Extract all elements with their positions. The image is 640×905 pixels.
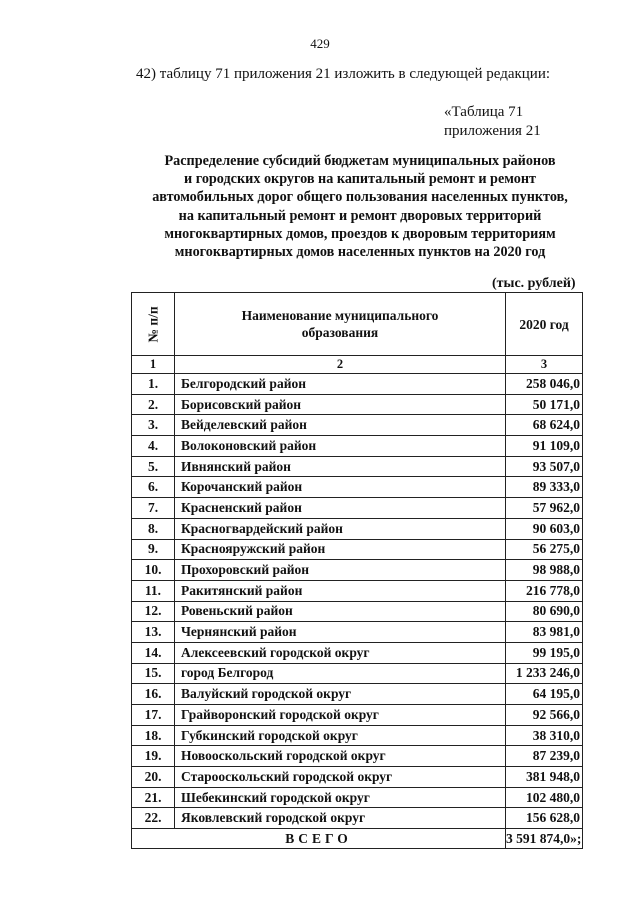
row-value: 381 948,0	[506, 767, 583, 788]
title-line-4: на капитальный ремонт и ремонт дворовых территорий	[178, 207, 542, 224]
column-number: 1	[132, 356, 175, 374]
table-row	[132, 498, 583, 519]
table-body	[132, 374, 583, 829]
row-name: Ровеньский район	[175, 601, 506, 622]
title-line-5: многоквартирных домов, проездов к дворовым территориям	[164, 225, 556, 242]
table-row	[132, 415, 583, 436]
row-name: Краснояружский район	[175, 539, 506, 560]
row-value: 38 310,0	[506, 725, 583, 746]
row-value: 64 195,0	[506, 684, 583, 705]
row-name: Ивнянский район	[175, 456, 506, 477]
total-label: ВСЕГО	[132, 829, 506, 849]
row-value: 68 624,0	[506, 415, 583, 436]
row-value: 89 333,0	[506, 477, 583, 498]
row-value: 156 628,0	[506, 808, 583, 829]
row-number: 14.	[132, 642, 175, 663]
table-row	[132, 642, 583, 663]
document-title	[120, 152, 600, 261]
row-number: 2.	[132, 394, 175, 415]
row-value: 50 171,0	[506, 394, 583, 415]
row-number: 4.	[132, 436, 175, 457]
page-number: 429	[310, 36, 330, 51]
title-line-1: Распределение субсидий бюджетам муниципальных районов	[164, 153, 556, 169]
row-number: 12.	[132, 601, 175, 622]
row-number: 5.	[132, 456, 175, 477]
table-row	[132, 725, 583, 746]
title-line-3: автомобильных дорог общего пользования населенных пунктов,	[152, 189, 568, 206]
row-number: 13.	[132, 622, 175, 643]
row-name: Алексеевский городской округ	[175, 642, 506, 663]
table-row	[132, 560, 583, 581]
table-row	[132, 808, 583, 829]
row-name: Красногвардейский район	[175, 518, 506, 539]
row-name: Валуйский городской округ	[175, 684, 506, 705]
row-name: Красненский район	[175, 498, 506, 519]
row-value: 92 566,0	[506, 705, 583, 726]
units-label: (тыс. рублей)	[492, 276, 576, 291]
column-number: 3	[506, 356, 583, 374]
row-name: Губкинский городской округ	[175, 725, 506, 746]
row-number: 19.	[132, 746, 175, 767]
header-row	[132, 293, 583, 356]
row-name: Шебекинский городской округ	[175, 787, 506, 808]
table-row	[132, 746, 583, 767]
table-row	[132, 767, 583, 788]
table-caption	[444, 103, 541, 141]
row-value: 57 962,0	[506, 498, 583, 519]
title-line-6: многоквартирных домов населенных пунктов на 2020 год	[174, 244, 546, 261]
table-row	[132, 456, 583, 477]
row-number: 21.	[132, 787, 175, 808]
row-value: 98 988,0	[506, 560, 583, 581]
table-row	[132, 787, 583, 808]
row-name: Корочанский район	[175, 477, 506, 498]
table-caption-line1: «Таблица 71	[444, 104, 524, 120]
row-number: 6.	[132, 477, 175, 498]
total-value: 3 591 874,0»;	[506, 829, 583, 849]
row-value: 83 981,0	[506, 622, 583, 643]
row-value: 216 778,0	[506, 580, 583, 601]
table-row	[132, 539, 583, 560]
row-number: 18.	[132, 725, 175, 746]
column-number: 2	[175, 356, 506, 374]
header-number: № п/п	[132, 293, 175, 356]
row-name: Белгородский район	[175, 374, 506, 395]
intro-text: 42) таблицу 71 приложения 21 изложить в следующей редакции:	[136, 66, 551, 82]
row-value: 91 109,0	[506, 436, 583, 457]
row-number: 22.	[132, 808, 175, 829]
table-row	[132, 477, 583, 498]
table-row	[132, 684, 583, 705]
row-name: город Белгород	[175, 663, 506, 684]
table-row	[132, 518, 583, 539]
header-name: Наименование муниципального образования	[175, 293, 506, 356]
header-year: 2020 год	[506, 293, 583, 356]
row-value: 87 239,0	[506, 746, 583, 767]
row-value: 90 603,0	[506, 518, 583, 539]
row-number: 7.	[132, 498, 175, 519]
row-name: Прохоровский район	[175, 560, 506, 581]
table-row	[132, 394, 583, 415]
table-caption-line2: приложения 21	[444, 123, 541, 139]
subsidy-table	[131, 292, 583, 849]
row-number: 20.	[132, 767, 175, 788]
table-row	[132, 622, 583, 643]
row-value: 80 690,0	[506, 601, 583, 622]
row-value: 99 195,0	[506, 642, 583, 663]
row-name: Чернянский район	[175, 622, 506, 643]
row-name: Старооскольский городской округ	[175, 767, 506, 788]
table-row	[132, 705, 583, 726]
row-value: 102 480,0	[506, 787, 583, 808]
row-value: 1 233 246,0	[506, 663, 583, 684]
row-number: 16.	[132, 684, 175, 705]
row-number: 1.	[132, 374, 175, 395]
row-value: 93 507,0	[506, 456, 583, 477]
row-number: 8.	[132, 518, 175, 539]
table-row	[132, 663, 583, 684]
row-name: Ракитянский район	[175, 580, 506, 601]
title-line-2: и городских округов на капитальный ремонт и ремонт	[184, 171, 536, 188]
row-number: 10.	[132, 560, 175, 581]
row-name: Волоконовский район	[175, 436, 506, 457]
row-number: 15.	[132, 663, 175, 684]
row-value: 56 275,0	[506, 539, 583, 560]
row-name: Яковлевский городской округ	[175, 808, 506, 829]
table-row	[132, 580, 583, 601]
row-number: 9.	[132, 539, 175, 560]
table-row	[132, 601, 583, 622]
row-number: 11.	[132, 580, 175, 601]
row-name: Новооскольский городской округ	[175, 746, 506, 767]
table-row	[132, 374, 583, 395]
column-number-row	[132, 356, 583, 374]
row-name: Борисовский район	[175, 394, 506, 415]
row-name: Вейделевский район	[175, 415, 506, 436]
row-value: 258 046,0	[506, 374, 583, 395]
row-number: 17.	[132, 705, 175, 726]
row-name: Грайворонский городской округ	[175, 705, 506, 726]
row-number: 3.	[132, 415, 175, 436]
total-row	[132, 829, 583, 849]
table-row	[132, 436, 583, 457]
